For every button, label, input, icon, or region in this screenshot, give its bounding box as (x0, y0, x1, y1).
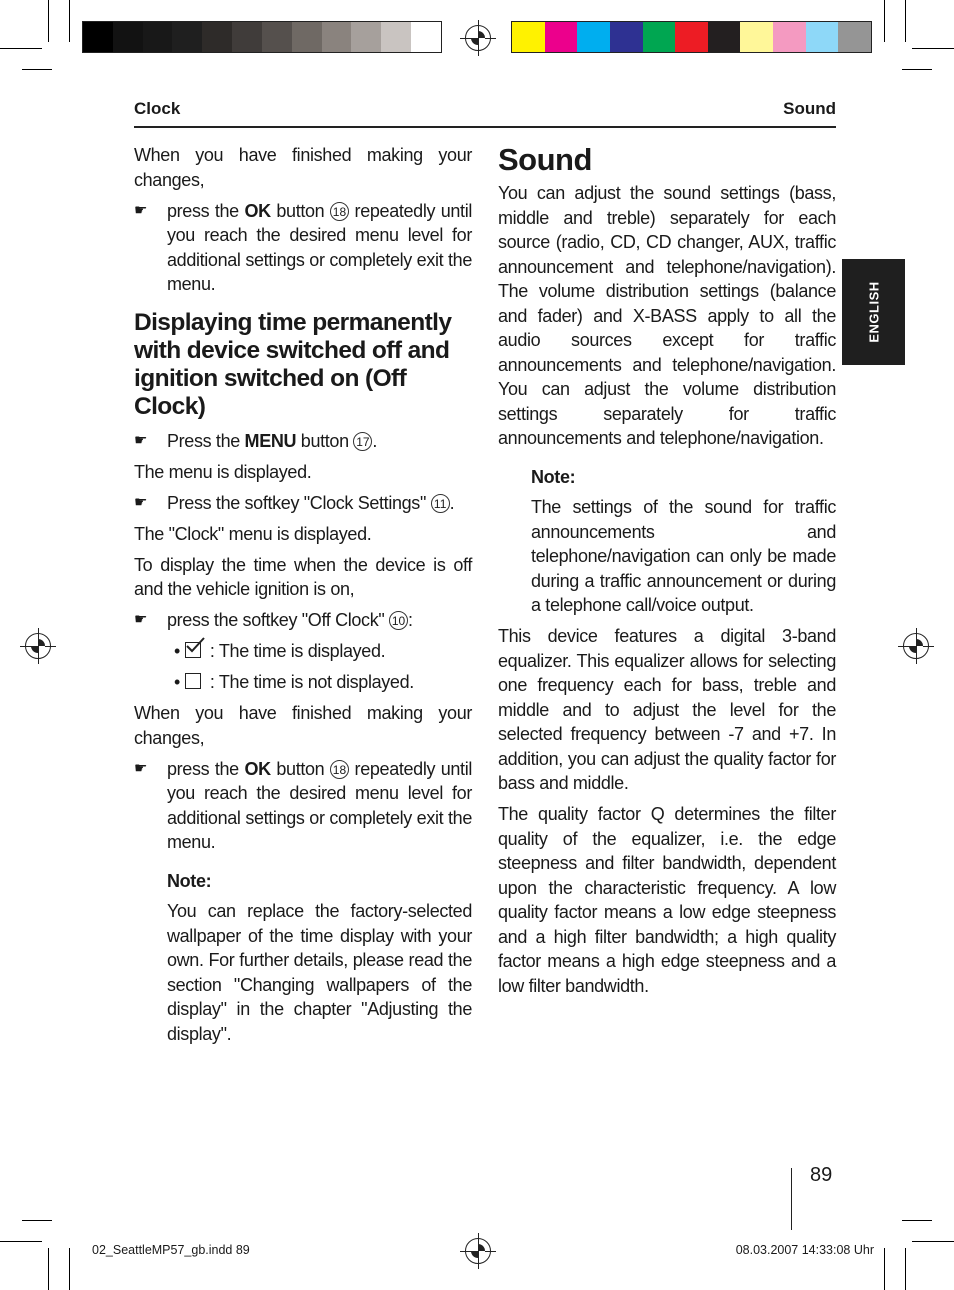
button-number-badge: 11 (431, 494, 450, 513)
color-swatch (512, 22, 545, 52)
page-number: 89 (810, 1164, 833, 1186)
section-heading: Displaying time permanently with device switched off and ignition switched on (Off Clock) (134, 308, 452, 420)
registration-mark-icon (25, 633, 51, 659)
registration-mark-icon (903, 633, 929, 659)
pointing-hand-icon: ☛ (134, 611, 148, 628)
crop-mark (69, 1248, 70, 1290)
color-swatch (292, 22, 322, 52)
color-swatch (351, 22, 381, 52)
body-text: This device features a digital 3-band equalizer. This equalizer allows for selecting one frequency each for bass, treble and middle and to adjust the level for the selected frequency between -7 and +7. In addition, you can adjust the quality factor for bass and middle. (498, 626, 836, 793)
note-block (498, 465, 836, 618)
pointing-hand-icon: ☛ (134, 431, 148, 449)
color-swatch (577, 22, 610, 52)
crop-mark (902, 69, 932, 70)
right-column (498, 143, 836, 1005)
color-swatch (610, 22, 643, 52)
intro-text: When you have finished making your changes, (134, 145, 472, 190)
crop-mark (912, 48, 954, 49)
key-name: OK (244, 200, 271, 221)
crop-mark (912, 1241, 954, 1242)
button-number-badge: 10 (389, 611, 408, 630)
left-column (134, 143, 472, 1053)
color-swatch (381, 22, 411, 52)
body-text: You can adjust the sound settings (bass, middle and treble) separately for each source (radio, CD, CD changer, AUX, traffic announcement and telephone/navigation). The volume distribution settings (balance and fader) and X-BASS apply to all the audio sources except for traffic announcements and telephone/navigation. You can adjust the volume distribution settings separately for traffic announcements and telephone/navigation. (498, 183, 836, 448)
crop-mark (69, 0, 70, 42)
pointing-hand-icon: ☛ (134, 493, 148, 511)
note-text: The settings of the sound for traffic announcements and telephone/navigation can only be made during a traffic announcement or during a telephone call/voice output. (531, 497, 836, 615)
crop-mark (884, 0, 885, 42)
button-number-badge: 18 (330, 760, 349, 779)
checked-box-icon (185, 642, 201, 658)
note-text: You can replace the factory-selected wallpaper of the time display with your own. For further details, please read the section "Changing wallpapers of the display" in the chapter "Adjusting the display". (167, 901, 472, 1044)
color-swatch (143, 22, 173, 52)
body-text: The quality factor Q determines the filter quality of the equalizer, i.e. the edge steepness and filter bandwidth, dependent upon the characteristic frequency. A low quality factor means a low edge steepness and a high filter bandwidth; a high quality factor means a high edge steepness and a low filter bandwidth. (498, 804, 836, 996)
body-text: To display the time when the device is off and the vehicle ignition is on, (134, 554, 472, 599)
note-block (134, 869, 472, 1047)
language-tab-label: ENGLISH (866, 281, 881, 343)
grayscale-color-bar (82, 21, 442, 53)
instruction-step: ☛ Press the MENU button 17 . (134, 430, 378, 451)
instruction-step: ☛ press the OK button 18 repeatedly until you reach the desired menu level for additional settings or completely exit the menu. (134, 200, 473, 294)
option-item: • : The time is not displayed. (174, 672, 414, 692)
instruction-step: ☛ Press the softkey "Clock Settings" 11 . (134, 492, 455, 513)
color-swatch (838, 22, 871, 52)
page-number-rule (791, 1168, 792, 1230)
color-swatch (113, 22, 143, 52)
page-title: Sound (498, 142, 592, 177)
color-swatch (232, 22, 262, 52)
color-swatch (322, 22, 352, 52)
button-number-badge: 17 (353, 432, 372, 451)
body-text: The menu is displayed. (134, 461, 312, 482)
crop-mark (902, 1220, 932, 1221)
option-item: • : The time is displayed. (134, 639, 472, 664)
body-text: The "Clock" menu is displayed. (134, 523, 372, 544)
instruction-step: ☛ press the OK button 18 repeatedly until you reach the desired menu level for additional settings or completely exit the menu. (134, 758, 473, 852)
crop-mark (48, 1248, 49, 1290)
header-rule (134, 126, 836, 128)
crop-mark (884, 1248, 885, 1290)
key-name: MENU (244, 430, 297, 451)
color-swatch (83, 22, 113, 52)
crop-mark (48, 0, 49, 42)
color-swatch (708, 22, 741, 52)
key-name: OK (244, 758, 271, 779)
pointing-hand-icon: ☛ (134, 201, 148, 219)
color-swatch (675, 22, 708, 52)
color-swatch (643, 22, 676, 52)
color-swatch (262, 22, 292, 52)
body-text: When you have finished making your changes, (134, 703, 472, 748)
unchecked-box-icon (185, 673, 201, 689)
crop-mark (905, 0, 906, 42)
color-swatch (545, 22, 578, 52)
color-swatch (806, 22, 839, 52)
header-left-section: Clock (134, 99, 181, 118)
color-swatch (172, 22, 202, 52)
note-heading: Note: (167, 870, 212, 891)
color-swatch (202, 22, 232, 52)
button-number-badge: 18 (330, 202, 349, 221)
color-swatch (411, 22, 441, 52)
registration-mark-icon (465, 25, 491, 51)
note-heading: Note: (531, 466, 576, 487)
process-color-bar (511, 21, 872, 53)
color-swatch (773, 22, 806, 52)
language-tab (842, 259, 905, 365)
crop-mark (905, 1248, 906, 1290)
crop-mark (0, 48, 42, 49)
pointing-hand-icon: ☛ (134, 759, 148, 777)
crop-mark (0, 1241, 42, 1242)
crop-mark (22, 1220, 52, 1221)
footer-timestamp: 08.03.2007 14:33:08 Uhr (735, 1243, 874, 1257)
header-right-section: Sound (783, 99, 836, 118)
registration-mark-icon (465, 1238, 491, 1264)
color-swatch (740, 22, 773, 52)
crop-mark (22, 69, 52, 70)
instruction-step: ☛ press the softkey "Off Clock" 10 : (134, 610, 413, 630)
footer-file-name: 02_SeattleMP57_gb.indd 89 (92, 1243, 250, 1257)
